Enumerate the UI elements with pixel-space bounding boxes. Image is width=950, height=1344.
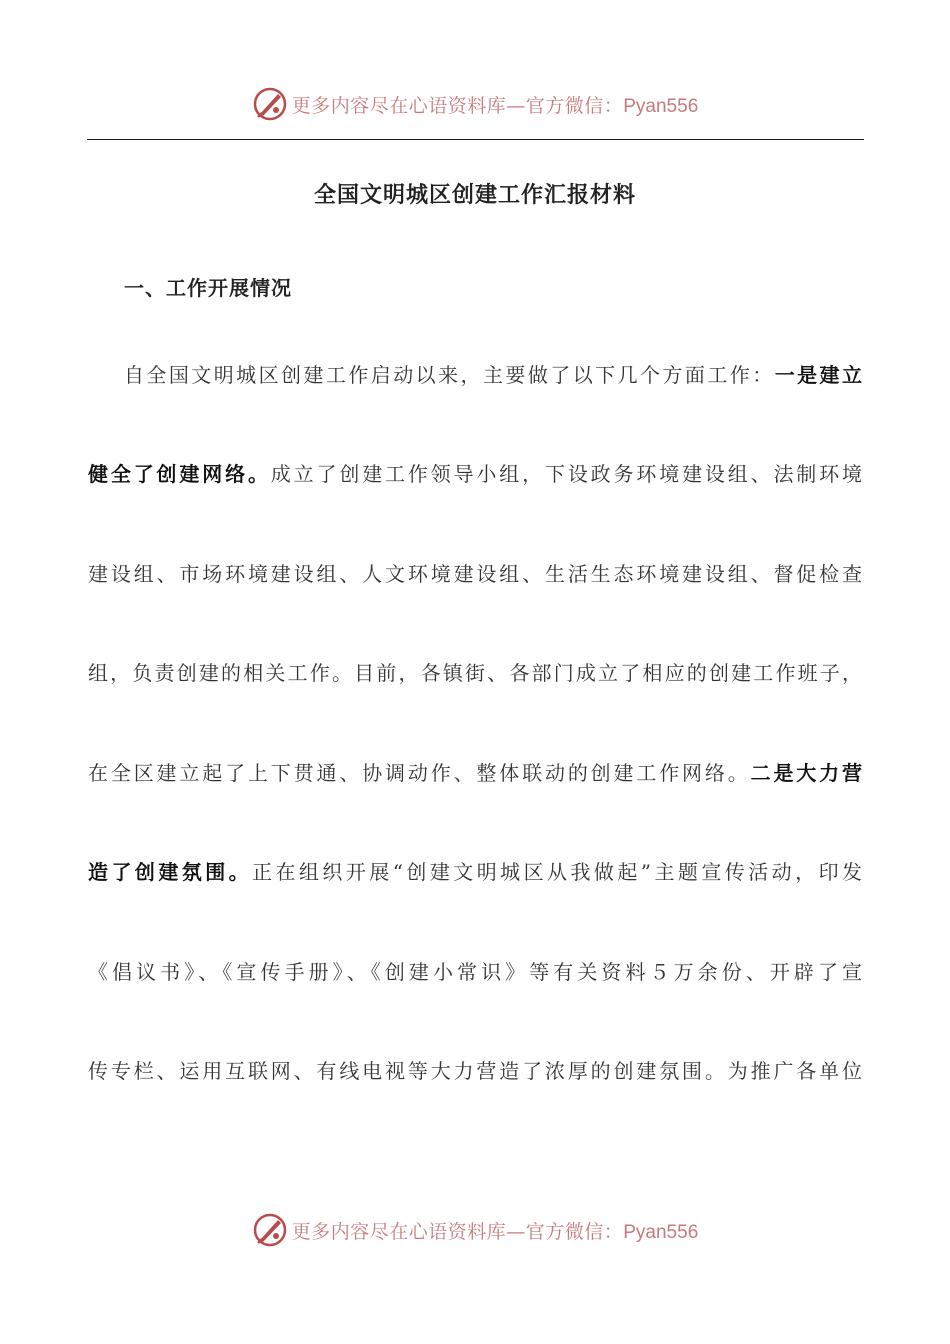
section-heading: 一、工作开展情况	[124, 276, 292, 300]
wechat-id: Pyan556	[623, 95, 699, 117]
header-divider	[87, 139, 864, 140]
banner-text: 更多内容尽在心语资料库—官方微信：Pyan556	[291, 1220, 699, 1243]
body-line: 建设组、市场环境建设组、人文环境建设组、生活生态环境建设组、督促检查	[88, 562, 862, 586]
footer-banner	[0, 1210, 950, 1250]
body-line: 健全了创建网络。成立了创建工作领导小组，下设政务环境建设组、法制环境	[88, 462, 862, 486]
body-line: 造了创建氛围。正在组织开展“创建文明城区从我做起”主题宣传活动，印发	[88, 860, 862, 884]
body-line: 《倡议书》、《宣传手册》、《创建小常识》等有关资料５万余份、开辟了宣	[88, 960, 862, 984]
document-title: 全国文明城区创建工作汇报材料	[313, 183, 636, 208]
header-banner	[0, 84, 950, 124]
quill-circle-logo-icon	[252, 86, 288, 122]
banner-text: 更多内容尽在心语资料库—官方微信：Pyan556	[291, 94, 699, 117]
body-line: 传专栏、运用互联网、有线电视等大力营造了浓厚的创建氛围。为推广各单位	[88, 1059, 862, 1083]
body-line: 组，负责创建的相关工作。目前，各镇街、各部门成立了相应的创建工作班子，	[88, 661, 862, 685]
body-line: 在全区建立起了上下贯通、协调动作、整体联动的创建工作网络。二是大力营	[88, 761, 862, 785]
quill-circle-logo-icon	[252, 1212, 288, 1248]
wechat-id: Pyan556	[623, 1221, 699, 1243]
body-line: 自全国文明城区创建工作启动以来，主要做了以下几个方面工作：一是建立	[124, 363, 862, 387]
